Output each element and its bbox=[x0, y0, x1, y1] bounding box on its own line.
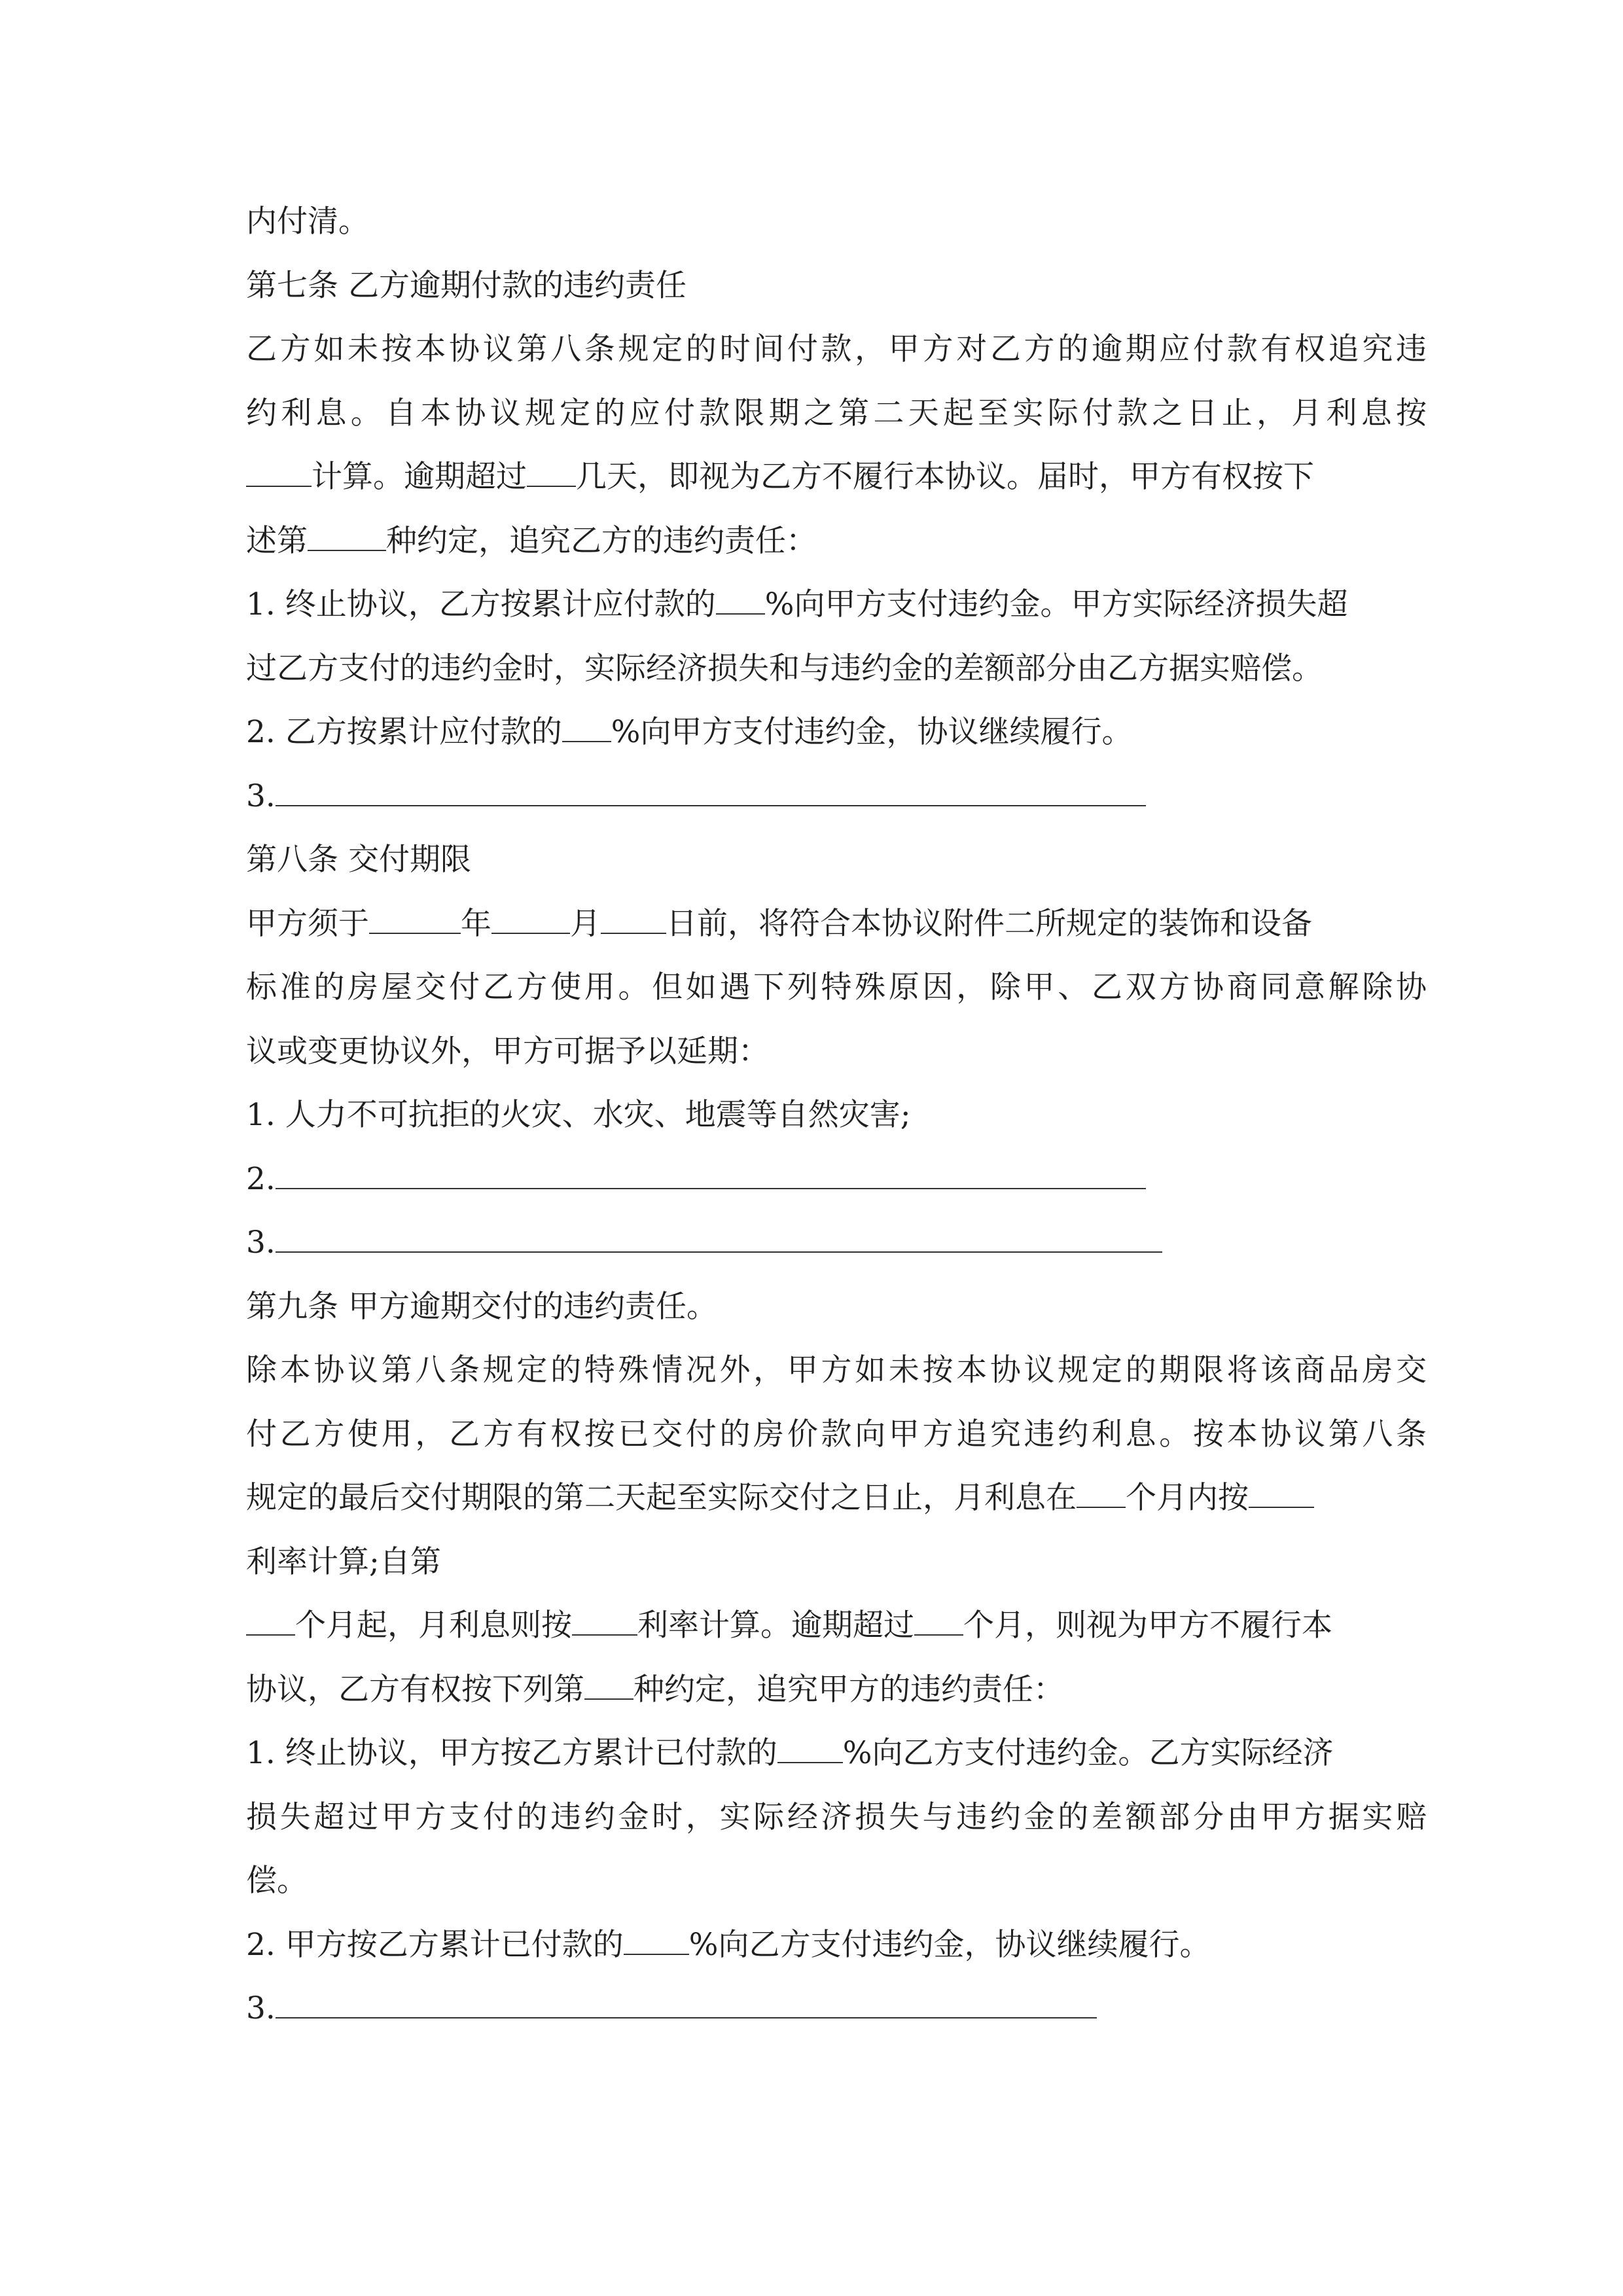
text-line: 约利息。自本协议规定的应付款限期之第二天起至实际付款之日止，月利息按 bbox=[246, 395, 1427, 431]
text-line: 甲方须于 年 月 日前，将符合本协议附件二所规定的装饰和设备 bbox=[246, 892, 1427, 956]
text-line: 1. 终止协议，甲方按乙方累计已付款的 %向乙方支付违约金。乙方实际经济 bbox=[246, 1721, 1427, 1785]
text-line: 3. bbox=[246, 764, 1427, 829]
text-line: 协议，乙方有权按下列第 种约定，追究甲方的违约责任： bbox=[246, 1658, 1427, 1722]
text-line: 2. 乙方按累计应付款的 %向甲方支付违约金，协议继续履行。 bbox=[246, 700, 1427, 764]
fill-blank[interactable] bbox=[527, 454, 576, 487]
text-line: 计算。逾期超过 几天，即视为乙方不履行本协议。届时，甲方有权按下 bbox=[246, 445, 1427, 509]
fill-blank[interactable] bbox=[246, 454, 312, 487]
text-line: 除本协议第八条规定的特殊情况外，甲方如未按本协议规定的期限将该商品房交 bbox=[246, 1352, 1427, 1388]
fill-blank[interactable] bbox=[914, 1602, 963, 1636]
text-line: 2. 甲方按乙方累计已付款的 %向乙方支付违约金，协议继续履行。 bbox=[246, 1913, 1427, 1977]
text-line: 1. 人力不可抗拒的火灾、水灾、地震等自然灾害; bbox=[246, 1097, 911, 1133]
text-line: 2. bbox=[246, 1147, 1427, 1211]
article-9-heading: 第九条 甲方逾期交付的违约责任。 bbox=[246, 1288, 717, 1325]
text-line: 损失超过甲方支付的违约金时，实际经济损失与违约金的差额部分由甲方据实赔 bbox=[246, 1799, 1427, 1835]
fill-blank[interactable] bbox=[308, 517, 386, 550]
text-line: 1. 终止协议，乙方按累计应付款的 %向甲方支付违约金。甲方实际经济损失超 bbox=[246, 573, 1427, 637]
text-line: 标准的房屋交付乙方使用。但如遇下列特殊原因，除甲、乙双方协商同意解除协 bbox=[246, 969, 1427, 1005]
fill-blank[interactable] bbox=[716, 581, 765, 615]
text-line: 个月起，月利息则按 利率计算。逾期超过 个月，则视为甲方不履行本 bbox=[246, 1594, 1427, 1658]
text-line: 利率计算;自第 bbox=[246, 1543, 441, 1580]
fill-blank[interactable] bbox=[1077, 1475, 1126, 1508]
text-line: 乙方如未按本协议第八条规定的时间付款，甲方对乙方的逾期应付款有权追究违 bbox=[246, 331, 1427, 367]
fill-blank[interactable] bbox=[777, 1730, 843, 1763]
text-line: 规定的最后交付期限的第二天起至实际交付之日止，月利息在 个月内按 bbox=[246, 1466, 1427, 1530]
article-7-heading: 第七条 乙方逾期付款的违约责任 bbox=[246, 267, 687, 304]
fill-blank[interactable] bbox=[624, 1921, 689, 1954]
text-line: 议或变更协议外，甲方可据予以延期： bbox=[246, 1033, 769, 1069]
fill-blank-month[interactable] bbox=[491, 900, 570, 933]
fill-blank[interactable] bbox=[1249, 1475, 1314, 1508]
fill-blank-year[interactable] bbox=[369, 900, 461, 933]
fill-blank[interactable] bbox=[584, 1666, 633, 1699]
article-8-heading: 第八条 交付期限 bbox=[246, 842, 471, 878]
text-line: 述第 种约定，追究乙方的违约责任： bbox=[246, 509, 1427, 573]
fill-blank[interactable] bbox=[562, 709, 611, 742]
fill-blank[interactable] bbox=[246, 1602, 295, 1636]
text-line: 3. bbox=[246, 1211, 1427, 1275]
fill-blank-long[interactable] bbox=[276, 1219, 1162, 1253]
text-line: 偿。 bbox=[246, 1863, 308, 1899]
fill-blank[interactable] bbox=[572, 1602, 637, 1636]
fill-blank-long[interactable] bbox=[276, 1155, 1146, 1189]
fill-blank-day[interactable] bbox=[601, 900, 666, 933]
text-line: 付乙方使用，乙方有权按已交付的房价款向甲方追究违约利息。按本协议第八条 bbox=[246, 1416, 1427, 1452]
fill-blank-long[interactable] bbox=[276, 1985, 1097, 2018]
text-line: 内付清。 bbox=[246, 204, 369, 240]
fill-blank-long[interactable] bbox=[276, 772, 1146, 806]
text-line: 3. bbox=[246, 1977, 1427, 2041]
text-line: 过乙方支付的违约金时，实际经济损失和与违约金的差额部分由乙方据实赔偿。 bbox=[246, 650, 1323, 687]
